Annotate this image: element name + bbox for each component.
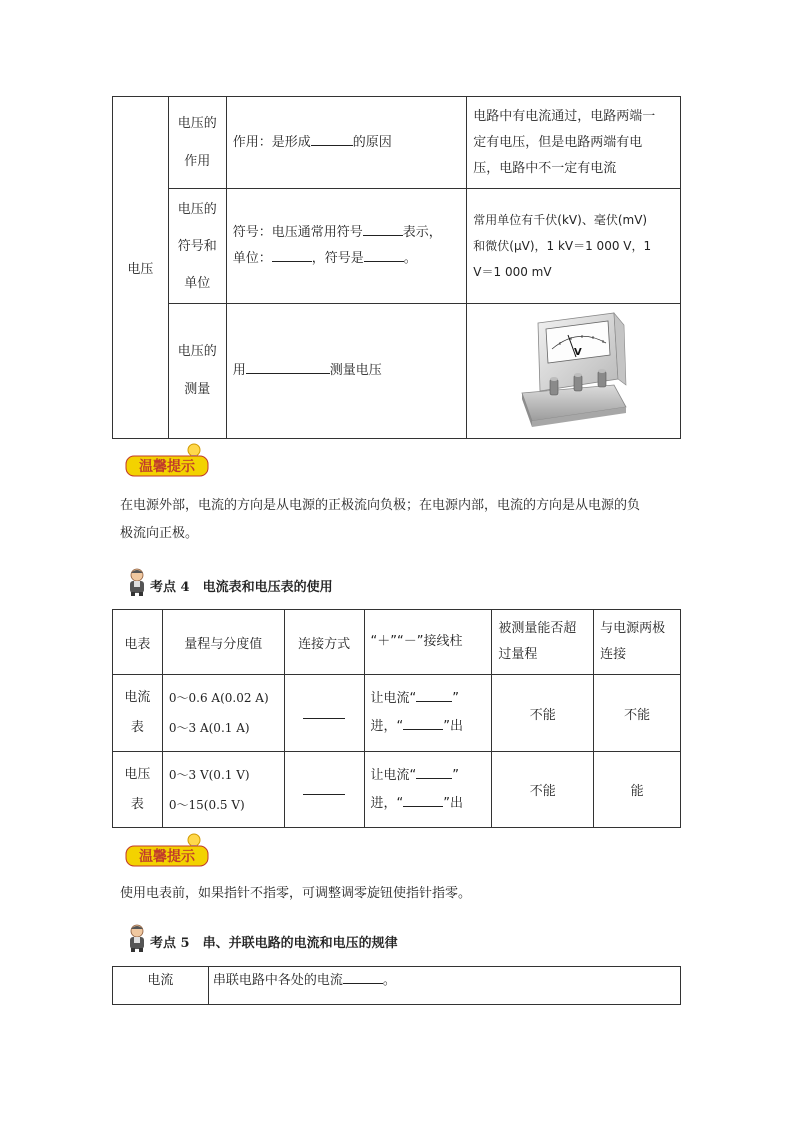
- row-name-cell: [168, 189, 226, 304]
- note-line: 压，电路中不一定有电流: [473, 160, 617, 176]
- voltage-category: 电压: [127, 262, 154, 277]
- bulb-icon: [124, 832, 214, 868]
- law-text: 串联电路中各处的电流: [212, 973, 343, 988]
- meter-name: 表: [130, 720, 144, 735]
- section-title: 考点 5 串、并联电路的电流和电压的规律: [150, 936, 398, 951]
- fill-blank: [403, 715, 443, 730]
- voltmeter-image: [518, 309, 630, 433]
- header-cell: [284, 610, 364, 675]
- exceed-cell: [492, 675, 594, 752]
- range-line: 0～3 V(0.1 V): [168, 767, 250, 782]
- header-text: 被测量能否超: [498, 621, 577, 636]
- desc-text: 单位：: [232, 251, 272, 266]
- header-cell: [162, 610, 284, 675]
- row-name-line: 电压的: [177, 344, 217, 359]
- law-table: [112, 966, 681, 1005]
- range-cell: [162, 752, 284, 828]
- terminal-text: ”出: [443, 719, 464, 734]
- terminal-text: 让电流“: [370, 691, 417, 706]
- desc-text: 用: [232, 363, 246, 378]
- terminal-text: 让电流“: [370, 767, 417, 783]
- direct-value: 能: [630, 784, 644, 799]
- row-desc-cell: [226, 97, 467, 189]
- desc-text: 表示，: [402, 225, 442, 240]
- meter-name: 电压: [124, 766, 151, 782]
- desc-text: 的原因: [352, 134, 392, 150]
- teacher-icon: [126, 924, 148, 952]
- terminal-cell: [364, 675, 492, 752]
- tip-line: 极流向正极。: [120, 526, 199, 541]
- table-row: [113, 675, 681, 752]
- header-text: 连接方式: [298, 636, 351, 652]
- direct-value: 不能: [624, 707, 651, 723]
- bulb-icon: [124, 442, 214, 478]
- tip-banner: [124, 442, 214, 475]
- section-heading: [126, 568, 526, 598]
- meter-name: 表: [130, 796, 144, 812]
- desc-text: 。: [403, 251, 417, 266]
- voltmeter-image-cell: [467, 304, 681, 439]
- exceed-value: 不能: [529, 784, 556, 799]
- range-cell: [162, 675, 284, 752]
- note-line: V＝1 000 mV: [473, 265, 552, 279]
- row-name-line: 测量: [184, 382, 211, 397]
- terminal-text: 进，“: [370, 719, 404, 734]
- note-line: 定有电压，但是电路两端有电: [473, 134, 643, 150]
- row-note-cell: [467, 189, 681, 304]
- row-name-cell: [168, 304, 226, 439]
- header-text: 电表: [124, 636, 151, 652]
- exceed-cell: [492, 752, 594, 828]
- tip-line: 使用电表前，如果指针不指零，可调整调零旋钮使指针指零。: [120, 886, 472, 901]
- meter-table: [112, 609, 681, 828]
- tip-text: [120, 880, 680, 908]
- fill-blank: [343, 969, 383, 984]
- terminal-text: 进，“: [370, 795, 404, 811]
- meter-letter: V: [573, 347, 582, 358]
- row-name-line: 电压的: [177, 201, 217, 217]
- note-line: 电路中有电流通过，电路两端一: [473, 108, 656, 124]
- fill-blank: [303, 704, 345, 719]
- tip-text: [120, 492, 680, 548]
- teacher-icon: [126, 568, 148, 596]
- table-row: [113, 967, 681, 1005]
- law-name: 电流: [147, 973, 174, 988]
- header-cell: [364, 610, 492, 675]
- fill-blank: [364, 247, 404, 262]
- fill-blank: [363, 221, 403, 236]
- meter-name-cell: [113, 752, 163, 828]
- header-text: 过量程: [498, 647, 538, 662]
- exceed-value: 不能: [529, 707, 556, 723]
- law-text: 。: [382, 973, 396, 988]
- terminal-text: ”: [452, 767, 460, 783]
- row-name-line: 单位: [184, 275, 211, 291]
- row-note-cell: [467, 97, 681, 189]
- meter-name-cell: [113, 675, 163, 752]
- row-desc-cell: [226, 189, 467, 304]
- voltage-table: [112, 96, 681, 439]
- header-cell: [113, 610, 163, 675]
- header-text: 与电源两极: [600, 621, 666, 636]
- meter-name: 电流: [124, 690, 151, 705]
- header-text: 连接: [600, 647, 627, 662]
- desc-text: 作用：是形成: [232, 134, 311, 150]
- fill-blank: [416, 687, 452, 702]
- fill-blank: [272, 247, 312, 262]
- fill-blank: [311, 131, 353, 146]
- row-name-line: 作用: [184, 153, 211, 169]
- terminal-cell: [364, 752, 492, 828]
- desc-text: 符号：电压通常用符号: [232, 225, 363, 240]
- table-row: [113, 752, 681, 828]
- desc-text: ，符号是: [311, 251, 364, 266]
- tip-banner-text: 温馨提示: [139, 459, 195, 475]
- connect-cell: [284, 675, 364, 752]
- section-title: 考点 4 电流表和电压表的使用: [150, 580, 333, 595]
- fill-blank: [416, 764, 452, 779]
- voltage-category-cell: [113, 97, 169, 439]
- row-name-line: 符号和: [177, 238, 217, 254]
- terminal-text: ”: [452, 691, 460, 706]
- desc-text: 测量电压: [329, 363, 382, 378]
- direct-cell: [594, 752, 681, 828]
- law-text-cell: [208, 967, 680, 1005]
- row-name-line: 电压的: [177, 115, 217, 131]
- note-line: 常用单位有千伏(kV)、毫伏(mV): [473, 213, 648, 227]
- section-heading: [126, 924, 526, 954]
- range-line: 0～3 A(0.1 A): [168, 721, 250, 735]
- terminal-text: ”出: [443, 795, 464, 811]
- tip-banner-text: 温馨提示: [139, 849, 195, 865]
- tip-line: 在电源外部，电流的方向是从电源的正极流向负极；在电源内部，电流的方向是从电源的负: [120, 498, 641, 513]
- connect-cell: [284, 752, 364, 828]
- note-line: 和微伏(μV)，1 kV＝1 000 V，1: [473, 239, 652, 253]
- header-text: 量程与分度值: [184, 636, 263, 652]
- fill-blank: [303, 780, 345, 795]
- range-line: 0～15(0.5 V): [168, 797, 245, 812]
- fill-blank: [246, 359, 330, 374]
- header-cell: [492, 610, 594, 675]
- tip-banner: [124, 832, 214, 865]
- direct-cell: [594, 675, 681, 752]
- header-cell: [594, 610, 681, 675]
- row-desc-cell: [226, 304, 467, 439]
- range-line: 0～0.6 A(0.02 A): [168, 691, 269, 705]
- law-name-cell: [113, 967, 209, 1005]
- fill-blank: [403, 792, 443, 807]
- header-text: “＋”“－”接线柱: [370, 634, 463, 649]
- row-name-cell: [168, 97, 226, 189]
